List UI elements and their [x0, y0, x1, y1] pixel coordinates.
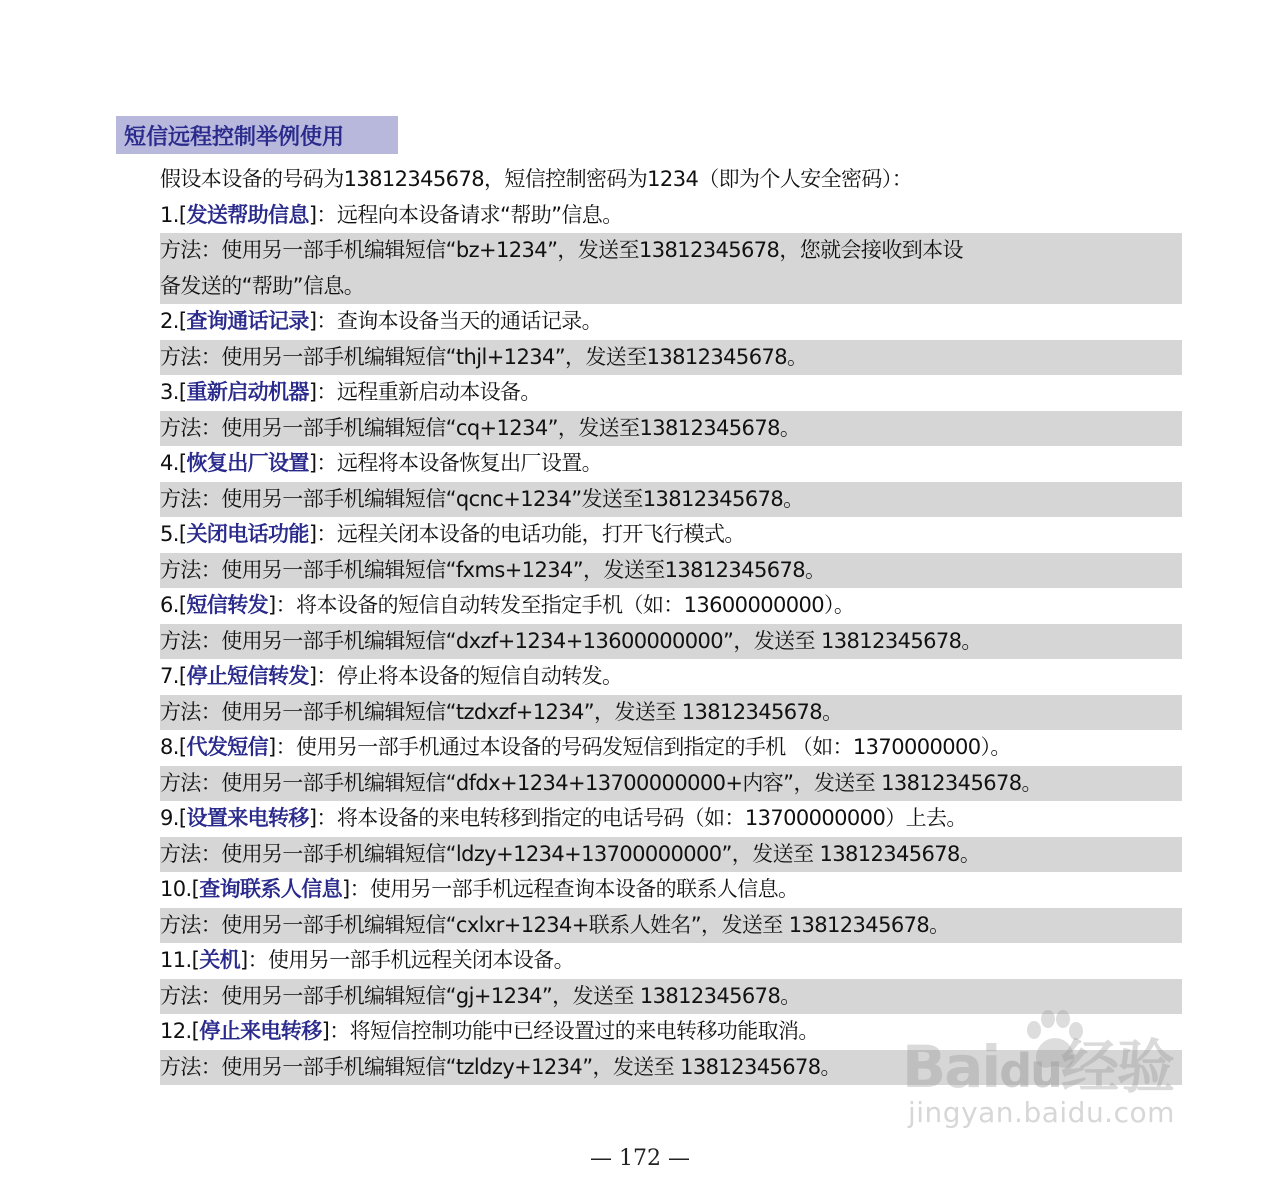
item-keyword: 设置来电转移 [186, 806, 309, 830]
item-keyword: 代发短信 [186, 735, 269, 759]
item-number: 7.[ [160, 664, 187, 688]
item-method: 方法：使用另一部手机编辑短信“fxms+1234”，发送至13812345678。 [160, 553, 1182, 589]
item-method: 方法：使用另一部手机编辑短信“dxzf+1234+13600000000”，发送至 13812345678。 [160, 624, 1182, 660]
item-number: 5.[ [160, 522, 187, 546]
item-description: ]：将本设备的短信自动转发至指定手机（如：13600000000）。 [268, 593, 855, 617]
item-description: ]：使用另一部手机通过本设备的号码发短信到指定的手机 （如：1370000000）。 [268, 735, 1011, 759]
item-heading [160, 588, 1182, 624]
baidu-watermark [900, 1002, 1200, 1142]
item-heading [160, 446, 1182, 482]
item-description: ]：远程重新启动本设备。 [308, 380, 541, 404]
item-heading [160, 659, 1182, 695]
item-number: 2.[ [160, 309, 187, 333]
item-number: 3.[ [160, 380, 187, 404]
item-description: ]：将短信控制功能中已经设置过的来电转移功能取消。 [321, 1019, 819, 1043]
item-method: 方法：使用另一部手机编辑短信“dfdx+1234+13700000000+内容”，发送至 13812345678。 [160, 766, 1182, 802]
item-method: 方法：使用另一部手机编辑短信“ldzy+1234+13700000000”，发送至 13812345678。 [160, 837, 1182, 873]
item-description: ]：将本设备的来电转移到指定的电话号码（如：13700000000）上去。 [308, 806, 967, 830]
item-heading [160, 801, 1182, 837]
item-method: 方法：使用另一部手机编辑短信“tzdxzf+1234”，发送至 13812345678。 [160, 695, 1182, 731]
item-method: 方法：使用另一部手机编辑短信“qcnc+1234”发送至13812345678。 [160, 482, 1182, 518]
item-heading [160, 872, 1182, 908]
item-keyword: 短信转发 [186, 593, 269, 617]
item-heading [160, 517, 1182, 553]
item-description: ]：查询本设备当天的通话记录。 [308, 309, 603, 333]
item-number: 9.[ [160, 806, 187, 830]
item-method: 方法：使用另一部手机编辑短信“tzldzy+1234”，发送至 13812345678。 [160, 1050, 1182, 1086]
item-keyword: 恢复出厂设置 [186, 451, 309, 475]
item-keyword: 停止短信转发 [186, 664, 309, 688]
item-description: ]：停止将本设备的短信自动转发。 [308, 664, 623, 688]
method-line: 备发送的“帮助”信息。 [160, 273, 365, 298]
item-number: 4.[ [160, 451, 187, 475]
item-description: ]：远程将本设备恢复出厂设置。 [308, 451, 603, 475]
item-method: 方法：使用另一部手机编辑短信“cq+1234”，发送至13812345678。 [160, 411, 1182, 447]
intro-line: 假设本设备的号码为13812345678，短信控制密码为1234（即为个人安全密码）： [160, 167, 913, 191]
item-keyword: 停止来电转移 [199, 1019, 322, 1043]
method-line: 方法：使用另一部手机编辑短信“bz+1234”，发送至13812345678，您就会接收到本设 [160, 238, 963, 262]
item-description: ]：使用另一部手机远程关闭本设备。 [240, 948, 575, 972]
item-number: 11.[ [160, 948, 200, 972]
item-heading [160, 943, 1182, 979]
item-heading [160, 730, 1182, 766]
item-method: 方法：使用另一部手机编辑短信“thjl+1234”，发送至13812345678。 [160, 340, 1182, 376]
item-method [160, 233, 1182, 304]
content-body [160, 162, 1182, 1085]
item-number: 6.[ [160, 593, 187, 617]
item-heading [160, 375, 1182, 411]
item-description: ]：使用另一部手机远程查询本设备的联系人信息。 [342, 877, 799, 901]
item-heading [160, 198, 1182, 234]
item-description: ]：远程关闭本设备的电话功能，打开飞行模式。 [308, 522, 745, 546]
item-heading [160, 304, 1182, 340]
page-number: — 172 — [590, 1146, 690, 1171]
item-number: 1.[ [160, 202, 187, 227]
item-number: 8.[ [160, 735, 187, 759]
item-keyword: 查询联系人信息 [199, 877, 343, 901]
item-method: 方法：使用另一部手机编辑短信“cxlxr+1234+联系人姓名”，发送至 13812345678。 [160, 908, 1182, 944]
item-method: 方法：使用另一部手机编辑短信“gj+1234”，发送至 13812345678。 [160, 979, 1182, 1015]
item-keyword: 发送帮助信息 [186, 202, 309, 227]
section-title: 短信远程控制举例使用 [116, 116, 398, 154]
item-number: 10.[ [160, 877, 200, 901]
watermark-url: jingyan.baidu.com [908, 1096, 1175, 1129]
item-keyword: 查询通话记录 [186, 309, 309, 333]
item-keyword: 关闭电话功能 [186, 522, 309, 546]
item-number: 12.[ [160, 1019, 200, 1043]
item-keyword: 重新启动机器 [186, 380, 309, 404]
item-keyword: 关机 [199, 948, 241, 972]
watermark-brand: Baidu经验 [902, 1033, 1173, 1101]
item-description: ]：远程向本设备请求“帮助”信息。 [308, 202, 623, 227]
